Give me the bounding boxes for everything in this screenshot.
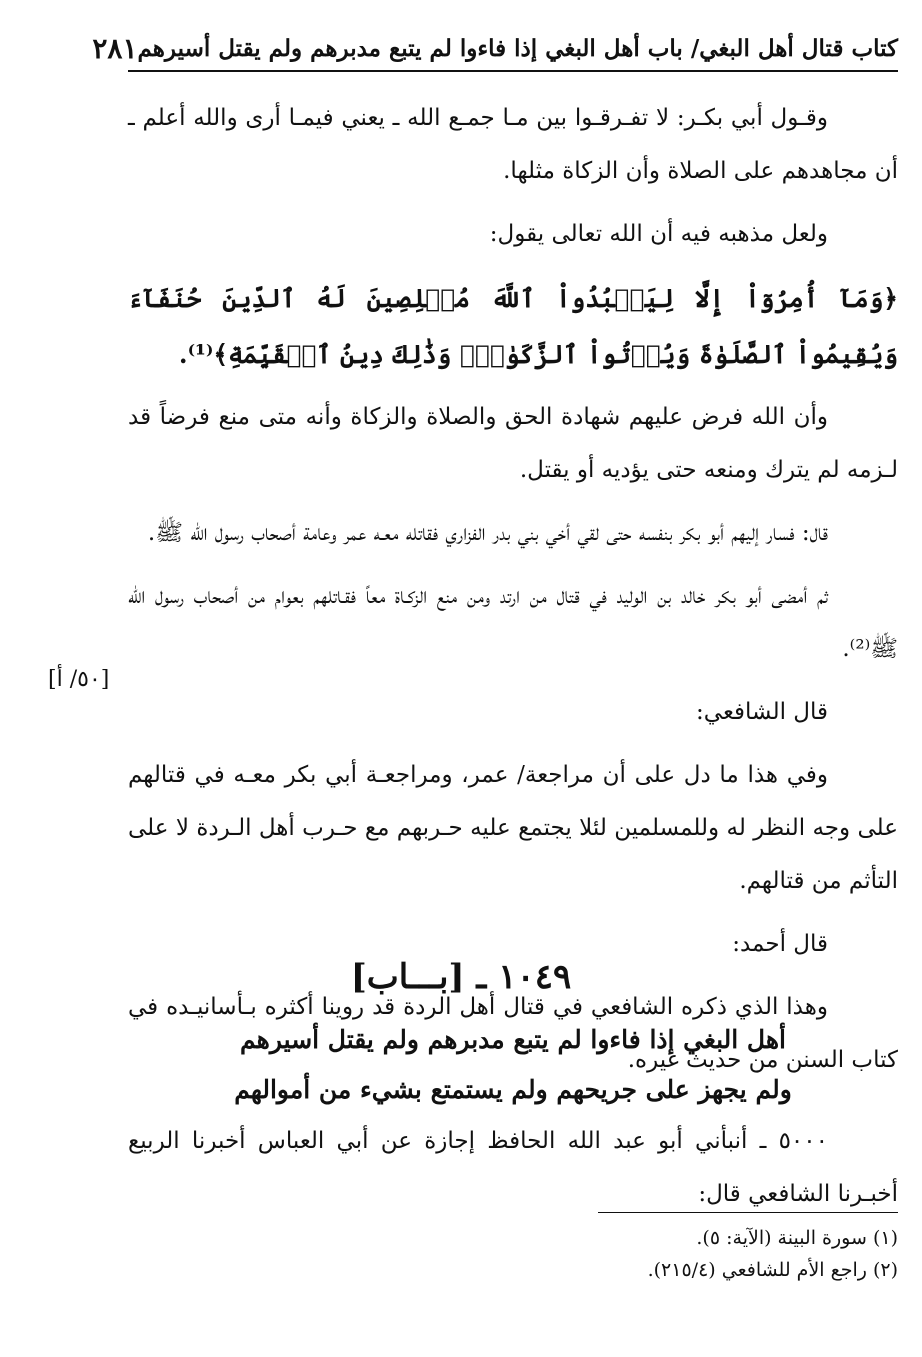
paragraph: وأن الله فرض عليهم شهادة الحق والصلاة والزكاة وأنه متى منع فرضاً قد لـزمه لم يترك ومنعه حتى يؤديه أو يقتل. — [128, 404, 898, 483]
hadith-narration — [128, 1115, 898, 1231]
chapter-title-line: ولم يجهز على جريحهم ولم يستمتع بشيء من أموالهم — [234, 1075, 792, 1104]
footnotes — [128, 1222, 898, 1286]
paragraph: قال الشافعي: — [696, 699, 828, 725]
paragraph: ثم أمضى أبو بكر خالد بن الوليد في قتال من ارتد ومن منع الزكـاة معاً فقـاتلهم بعوام من أصحاب رسول الله ﷺ⁽²⁾. — [128, 583, 898, 662]
chapter-title-line: أهل البغي إذا فاءوا لم يتبع مدبرهم ولم يقتل أسيرهم — [240, 1025, 786, 1054]
paragraph: ولعل مذهبه فيه أن الله تعالى يقول: — [489, 221, 828, 247]
paragraph: وقـول أبي بكـر: لا تفـرقـوا بين مـا جمـع الله ـ يعني فيمـا أرى والله أعلم ـ أن مجاهدهم على الصلاة وأن الزكاة مثلها. — [128, 105, 898, 184]
footnote-divider — [598, 1212, 898, 1213]
paragraph: وفي هذا ما دل على أن مراجعة/ عمر، ومراجعـة أبي بكر معـه في قتالهم على وجه النظر له وللمسلمين لئلا يجتمع عليه حـربهم مع حـرب أهل الـردة لا على التأثم من قتالهم. — [128, 762, 898, 894]
chapter-title — [128, 1015, 898, 1115]
page-number: ٢٨١ — [92, 31, 138, 65]
paragraph: وهذا الذي ذكره الشافعي في قتال أهل الردة قد روينا أكثره بـأسانيـده في كتاب السنن من حديث غيره. — [128, 994, 898, 1073]
manuscript-folio-marker: [٥٠/ أ] — [48, 667, 110, 692]
paragraph: قال: فسار إليهم أبو بكر بنفسه حتى لقي أخي بني بدر الفزاري فقاتله معـه عمر وعامة أصحاب رسول الله ﷺ. — [147, 520, 828, 546]
chapter-number: ١٠٤٩ ـ [بـــاب] — [350, 957, 572, 997]
paragraph: قال أحمد: — [732, 931, 828, 957]
footnote: (١) سورة البينة (الآية: ٥). — [696, 1227, 898, 1249]
paragraph: ٥٠٠٠ ـ أنبأني أبو عبد الله الحافظ إجازة عن أبي العباس أخبرنا الربيع أخبـرنا الشافعي قال: — [128, 1128, 898, 1207]
main-text — [128, 92, 898, 1097]
header-title: كتاب قتال أهل البغي/ باب أهل البغي إذا فاءوا لم يتبع مدبرهم ولم يقتل أسيرهم — [137, 34, 898, 62]
footnote: (٢) راجع الأم للشافعي (٢١٥/٤). — [647, 1259, 898, 1281]
quran-verse: ﴿وَمَآ أُمِرُوٓاْ إِلَّا لِيَعۡبُدُواْ ٱللَّهَ مُخۡلِصِينَ لَهُ ٱلدِّينَ حُنَفَآءَ وَيُقِيمُواْ ٱلصَّلَوٰةَ وَيُؤۡتُواْ ٱلزَّكَوٰةَۚ وَذَٰلِكَ دِينُ ٱلۡقَيِّمَةِ﴾⁽¹⁾. — [128, 284, 898, 369]
running-header — [92, 26, 898, 72]
